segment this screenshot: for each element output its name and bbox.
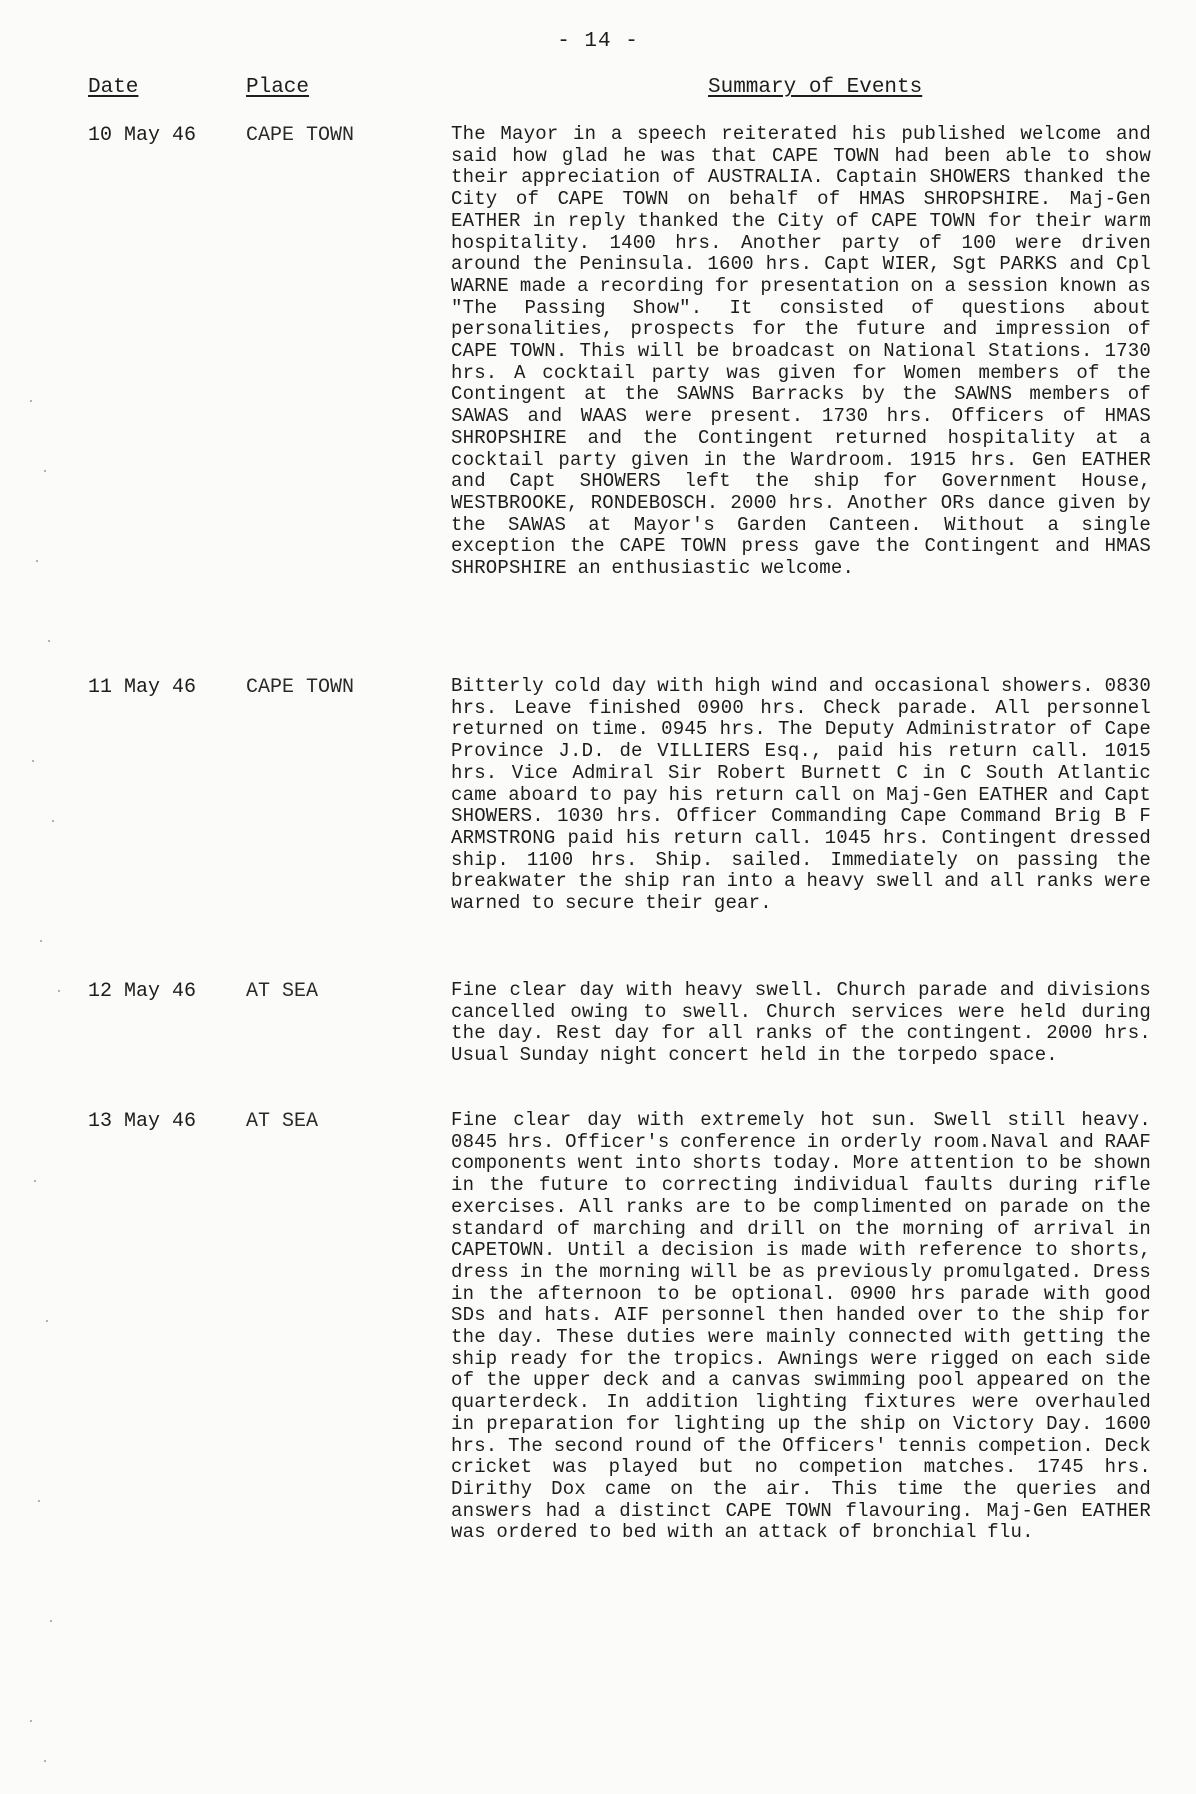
scan-speck (36, 560, 38, 562)
entry-summary: The Mayor in a speech reiterated his published welcome and said how glad he was that CAPE TOWN had been able to show their appreciation of AUSTRALIA. Captain SHOWERS thanked the City of CAPE TOWN on behalf of HMAS SHROPSHIRE. Maj-Gen EATHER in reply thanked the City of CAPE TOWN for their warm hospitality. 1400 hrs. Another party of 100 were driven around the Peninsula. 1600 hrs. Capt WIER, Sgt PARKS and Cpl WARNE made a recording for presentation on a session known as "The Passing Show". It consisted of questions about personalities, prospects for the future and impression of CAPE TOWN. This will be broadcast on National Stations. 1730 hrs. A cocktail party was given for Women members of the Contingent at the SAWNS Barracks by the SAWNS members of SAWAS and WAAS were present. 1730 hrs. Officers of HMAS SHROPSHIRE and the Contingent returned hospitality at a cocktail party given in the Wardroom. 1915 hrs. Gen EATHER and Capt SHOWERS left the ship for Government House, WESTBROOKE, RONDEBOSCH. 2000 hrs. Another ORs dance given by the SAWAS at Mayor's Garden Canteen. Without a single exception the CAPE TOWN press gave the Contingent and HMAS SHROPSHIRE an enthusiastic welcome. (451, 123, 1151, 580)
scan-speck (52, 820, 54, 822)
entry-date: 10 May 46 (88, 124, 197, 147)
header-place: Place (246, 76, 310, 99)
entry-place: AT SEA (246, 980, 319, 1003)
scan-speck (44, 470, 46, 472)
scan-speck (34, 1180, 36, 1182)
page-number: - 14 - (557, 30, 639, 53)
entry-summary: Fine clear day with heavy swell. Church parade and divisions cancelled owing to swell. Church services were held during the day. Rest day for all ranks of the contingent. 2000 hrs. Usual Sunday night concert held in the torpedo space. (451, 979, 1151, 1067)
entry-place: CAPE TOWN (246, 676, 355, 699)
scan-speck (58, 990, 60, 992)
entry-place: AT SEA (246, 1110, 319, 1133)
scan-speck (30, 400, 32, 402)
scan-speck (44, 1760, 46, 1762)
scan-speck (38, 1500, 40, 1502)
entry-date: 11 May 46 (88, 676, 197, 699)
entry-date: 12 May 46 (88, 980, 197, 1003)
scan-speck (32, 760, 34, 762)
entry-place: CAPE TOWN (246, 124, 355, 147)
entry-date: 13 May 46 (88, 1110, 197, 1133)
scan-speck (50, 1620, 52, 1622)
header-date: Date (88, 76, 139, 99)
scan-speck (46, 1320, 48, 1322)
scan-speck (48, 640, 50, 642)
entry-summary: Fine clear day with extremely hot sun. Swell still heavy. 0845 hrs. Officer's conference in orderly room.Naval and RAAF components went into shorts today. More attention to be shown in the future to correcting individual faults during rifle exercises. All ranks are to be complimented on parade on the standard of marching and drill on the morning of arrival in CAPETOWN. Until a decision is made with reference to shorts, dress in the morning will be as previously promulgated. Dress in the afternoon to be optional. 0900 hrs parade with good SDs and hats. AIF personnel then handed over to the ship for the day. These duties were mainly connected with getting the ship ready for the tropics. Awnings were rigged on each side of the upper deck and a canvas swimming pool appeared on the quarterdeck. In addition lighting fixtures were overhauled in preparation for lighting up the ship on Victory Day. 1600 hrs. The second round of the Officers' tennis competion. Deck cricket was played but no competion matches. 1745 hrs. Dirithy Dox came on the air. This time the queries and answers had a distinct CAPE TOWN flavouring. Maj-Gen EATHER was ordered to bed with an attack of bronchial flu. (451, 1109, 1151, 1544)
scan-speck (40, 940, 42, 942)
column-headers (0, 76, 1196, 106)
scan-speck (30, 1720, 32, 1722)
entry-summary: Bitterly cold day with high wind and occasional showers. 0830 hrs. Leave finished 0900 hrs. Check parade. All personnel returned on time. 0945 hrs. The Deputy Administrator of Cape Province J.D. de VILLIERS Esq., paid his return call. 1015 hrs. Vice Admiral Sir Robert Burnett C in C South Atlantic came aboard to pay his return call on Maj-Gen EATHER and Capt SHOWERS. 1030 hrs. Officer Commanding Cape Command Brig B F ARMSTRONG paid his return call. 1045 hrs. Contingent dressed ship. 1100 hrs. Ship. sailed. Immediately on passing the breakwater the ship ran into a heavy swell and all ranks were warned to secure their gear. (451, 675, 1151, 915)
header-summary: Summary of Events (708, 76, 923, 99)
